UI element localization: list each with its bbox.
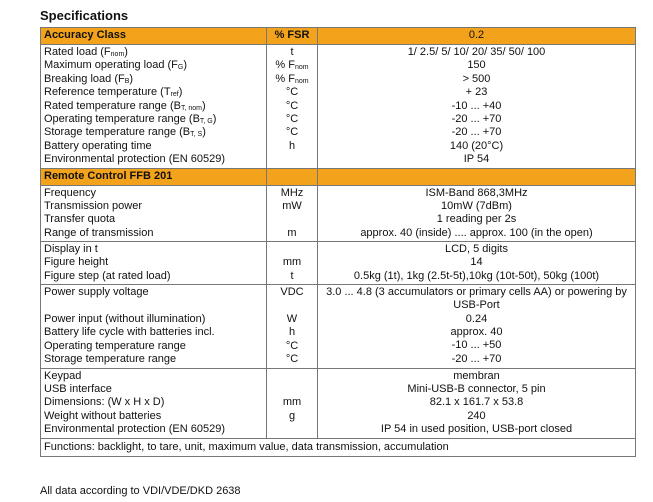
spec-row-unit: MHz [280, 186, 304, 199]
label-text: Rated temperature range (B [44, 99, 181, 112]
accuracy-header-row [41, 28, 635, 45]
spec-row-value: 0.24 [465, 312, 488, 325]
group-labels [41, 285, 267, 367]
spec-row-label: Operating temperature range [44, 339, 186, 352]
spec-row-label: Storage temperature range [44, 353, 177, 366]
spec-row-label: Power input (without illumination) [44, 313, 206, 326]
spec-row-unit: mm [282, 396, 302, 409]
label-subscript: ref [170, 91, 179, 99]
spec-row-unit [267, 46, 317, 59]
remote-header-value [318, 169, 635, 185]
spec-row-value: 14 [470, 256, 483, 269]
spec-row-label: Keypad [44, 369, 82, 382]
load-labels [41, 45, 267, 168]
label-text: Operating temperature range (B [44, 112, 200, 125]
label-suffix: ) [183, 59, 188, 72]
group-units [267, 285, 318, 367]
group-units [267, 369, 318, 438]
label-subscript: B [124, 77, 130, 85]
label-text: Maximum operating load (F [44, 59, 178, 72]
spec-row-unit [267, 153, 317, 166]
spec-row-unit [267, 126, 317, 139]
spec-row-unit: °C [285, 353, 299, 366]
group-units [267, 242, 318, 284]
spec-group [41, 285, 635, 368]
unit-text: h [288, 139, 296, 152]
label-subscript: G [177, 64, 184, 72]
spec-row-value: 150 [467, 59, 486, 72]
spec-row-unit: t [290, 269, 294, 282]
spec-row-value: 3.0 ... 4.8 (3 accumulators or primary cells AA) or powering by USB-Port [326, 286, 627, 312]
page-title: Specifications [40, 8, 129, 23]
spec-row-value: -10 ... +50 [451, 339, 502, 352]
group-values [318, 285, 635, 367]
unit-text: °C [285, 86, 299, 99]
spec-row-label: Environmental protection (EN 60529) [44, 423, 225, 436]
group-values [318, 369, 635, 438]
remote-header-unit [267, 169, 318, 185]
label-text: Storage temperature range (B [44, 126, 191, 139]
accuracy-header-value: 0.2 [468, 29, 485, 41]
group-values [318, 186, 635, 242]
spec-group [41, 186, 635, 243]
remote-header-row [41, 169, 635, 186]
functions-row: Functions: backlight, to tare, unit, maximum value, data transmission, accumulation [41, 439, 635, 457]
group-units [267, 186, 318, 242]
label-text: Rated load (F [44, 46, 111, 58]
spec-row-label: Transmission power [44, 199, 143, 212]
spec-row-unit: °C [285, 339, 299, 352]
spec-row-unit [267, 140, 317, 153]
accuracy-header-unit: % FSR [267, 28, 318, 44]
load-values [318, 45, 635, 168]
label-subscript: T, S [190, 131, 203, 139]
accuracy-header-label: Accuracy Class [41, 28, 267, 44]
spec-row-label: USB interface [44, 383, 112, 395]
spec-row-value: -20 ... +70 [451, 112, 502, 125]
spec-row-label: Frequency [44, 186, 96, 199]
label-text: Reference temperature (T [44, 86, 171, 99]
spec-row-value: 1/ 2.5/ 5/ 10/ 20/ 35/ 50/ 100 [407, 46, 546, 58]
spec-group [41, 242, 635, 285]
unit-text: % F [275, 59, 295, 72]
label-suffix: ) [201, 99, 206, 112]
spec-row-value: LCD, 5 digits [445, 243, 508, 256]
spec-table [40, 27, 636, 457]
spec-row-value: 10mW (7dBm) [441, 199, 512, 212]
spec-row-label [44, 46, 266, 59]
spec-row-value: ISM-Band 868,3MHz [425, 186, 528, 199]
spec-group [41, 369, 635, 439]
spec-row-value: IP 54 in used position, USB-port closed [380, 423, 573, 436]
unit-text: t [290, 46, 294, 58]
label-text: Battery operating time [44, 139, 152, 152]
spec-row-value: Mini-USB-B connector, 5 pin [407, 383, 546, 395]
spec-row-label [44, 86, 266, 99]
group-values [318, 242, 635, 284]
spec-row-value: 82.1 x 161.7 x 53.8 [429, 396, 524, 409]
group-labels [41, 369, 267, 438]
spec-row-value: IP 54 [463, 153, 490, 166]
spec-row-label: Figure height [44, 256, 109, 269]
label-suffix: ) [178, 86, 183, 99]
spec-row-unit: VDC [280, 286, 304, 299]
spec-row-label [44, 73, 266, 86]
spec-row-unit [267, 86, 317, 99]
spec-row-label: Transfer quota [44, 213, 116, 226]
spec-row-label [44, 59, 266, 72]
spec-row-value: approx. 40 (inside) .... approx. 100 (in the open) [360, 226, 593, 239]
spec-row-label: Figure step (at rated load) [44, 269, 171, 282]
label-suffix: ) [202, 126, 206, 139]
spec-row-unit: h [288, 326, 296, 339]
spec-row-label: Range of transmission [44, 226, 154, 239]
spec-row-unit: W [286, 313, 298, 326]
spec-row-unit: m [287, 226, 297, 239]
load-units [267, 45, 318, 168]
label-suffix: ) [212, 112, 217, 125]
spec-row-unit [267, 213, 317, 226]
unit-subscript: nom [294, 64, 309, 72]
label-suffix: ) [129, 72, 134, 85]
spec-row-unit [267, 370, 317, 383]
unit-text: °C [285, 99, 299, 112]
unit-text: % F [275, 72, 295, 85]
footnote: All data according to VDI/VDE/DKD 2638 [40, 485, 241, 497]
label-subscript: T, nom [180, 104, 202, 112]
spec-row-value: 1 reading per 2s [436, 213, 517, 226]
spec-row-label: Display in t [44, 243, 98, 256]
spec-row-value: 240 [467, 409, 486, 422]
spec-row-label [44, 100, 266, 113]
group-labels [41, 242, 267, 284]
spec-row-value: + 23 [465, 86, 488, 99]
spec-row-unit: g [288, 409, 296, 422]
spec-row-value: approx. 40 [450, 326, 503, 339]
spec-row-unit [267, 423, 317, 436]
label-subscript: nom [110, 51, 125, 58]
spec-row-label [44, 126, 266, 139]
spec-row-label [44, 140, 266, 153]
spec-row-label: Weight without batteries [44, 409, 162, 422]
label-text: Environmental protection (EN 60529) [44, 153, 225, 166]
group-labels [41, 186, 267, 242]
spec-row-unit [267, 73, 317, 86]
unit-text: °C [285, 112, 299, 125]
spec-row-label [44, 153, 266, 166]
remote-header-label: Remote Control FFB 201 [41, 169, 267, 185]
spec-row-value: -10 ... +40 [451, 99, 502, 112]
spec-row-value: membran [453, 369, 500, 382]
spec-row-value: 140 (20°C) [449, 139, 504, 152]
unit-text: °C [285, 126, 299, 139]
spec-row-unit [267, 100, 317, 113]
spec-row-label: Battery life cycle with batteries incl. [44, 326, 215, 339]
label-subscript: T, G [199, 117, 213, 125]
spec-row-unit: mm [282, 256, 302, 269]
spec-row-value: -20 ... +70 [451, 352, 502, 365]
spec-row-unit [267, 243, 317, 256]
spec-row-unit: mW [282, 199, 302, 212]
spec-row-unit [267, 113, 317, 126]
spec-row-label: Power supply voltage [44, 286, 149, 299]
spec-row-value: 0.5kg (1t), 1kg (2.5t-5t),10kg (10t-50t), 50kg (100t) [353, 269, 600, 282]
label-text: Breaking load (F [44, 72, 125, 85]
spec-row-unit [267, 383, 317, 396]
load-group [41, 45, 635, 169]
spec-row-label: Dimensions: (W x H x D) [44, 396, 165, 409]
remote-groups [41, 186, 635, 439]
spec-row-label [44, 113, 266, 126]
spec-row-value: -20 ... +70 [451, 126, 502, 139]
spec-row-value: > 500 [462, 72, 491, 85]
spec-row-unit [267, 59, 317, 72]
label-suffix: ) [124, 46, 128, 58]
unit-subscript: nom [294, 77, 309, 85]
